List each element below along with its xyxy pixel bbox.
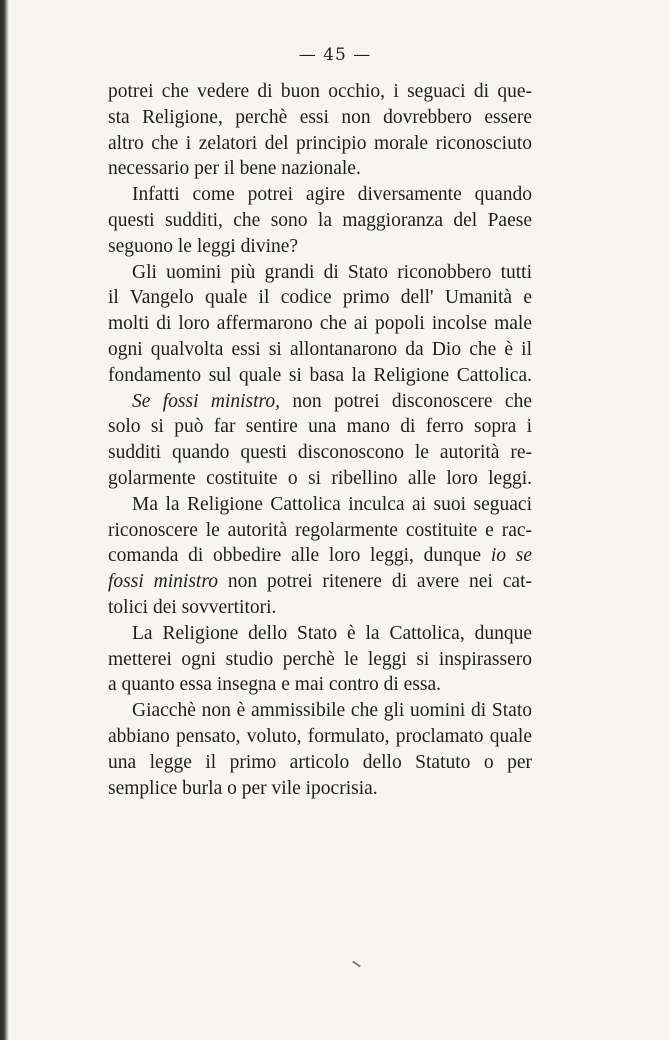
text-line: sta Religione, perchè essi non dovrebbero essere: [108, 106, 532, 128]
text-segment: non potrei disconoscere che: [280, 390, 532, 412]
page-edge-shadow: [0, 0, 9, 1040]
text-line: Ma la Religione Cattolica inculca ai suoi seguaci: [132, 493, 532, 515]
text-line: [108, 543, 532, 569]
text-line: metterei ogni studio perchè le leggi si inspirassero: [108, 648, 532, 670]
text-line: Infatti come potrei agire diversamente quando: [132, 184, 532, 206]
text-line: fondamento sul quale si basa la Religione Cattolica.: [108, 364, 532, 386]
page-number: — 45 —: [298, 45, 372, 65]
text-line: questi sudditi, che sono la maggioranza del Paese: [108, 209, 532, 231]
text-line: ogni qualvolta essi si allontanarono da Dio che è il: [108, 338, 532, 360]
text-line: necessario per il bene nazionale.: [108, 158, 361, 180]
text-line: il Vangelo quale il codice primo dell' Umanità e: [108, 287, 532, 309]
text-line: tolici dei sovvertitori.: [108, 596, 277, 618]
text-line: semplice burla o per vile ipocrisia.: [108, 777, 378, 799]
text-line: altro che i zelatori del principio morale riconosciuto: [108, 132, 532, 154]
text-line: Gli uomini più grandi di Stato riconobbero tutti: [132, 261, 532, 283]
text-line: seguono le leggi divine?: [108, 235, 299, 257]
text-line: una legge il primo articolo dello Statuto o per: [108, 751, 532, 773]
italic-phrase: Se fossi ministro,: [132, 390, 281, 412]
text-line: [108, 389, 532, 415]
text-segment: non potrei ritenere di avere nei cat-: [217, 571, 532, 593]
text-segment: comanda di obbedire alle loro leggi, dunque: [108, 545, 491, 567]
text-line: a quanto essa insegna e mai contro di essa.: [108, 674, 442, 696]
text-line: potrei che vedere di buon occhio, i seguaci di que-: [108, 81, 532, 102]
text-line: abbiano pensato, voluto, formulato, proclamato quale: [108, 725, 532, 747]
text-line: Giacchè non è ammissibile che gli uomini di Stato: [132, 700, 532, 722]
text-line: sudditi quando questi disconoscono le autorità re-: [108, 442, 532, 464]
text-line: golarmente costituite o si ribellino alle loro leggi.: [108, 467, 532, 489]
text-line: [108, 569, 532, 595]
italic-phrase: io se: [490, 545, 532, 567]
text-line: molti di loro affermarono che ai popoli incolse male: [108, 313, 532, 335]
body-text: [108, 79, 532, 801]
text-line: solo si può far sentire una mano di ferro sopra i: [108, 416, 532, 438]
text-line: La Religione dello Stato è la Cattolica, dunque: [132, 622, 532, 644]
ink-speck: [352, 961, 361, 968]
italic-phrase: fossi ministro: [108, 571, 218, 593]
text-line: riconoscere le autorità regolarmente costituite e rac-: [108, 519, 532, 541]
